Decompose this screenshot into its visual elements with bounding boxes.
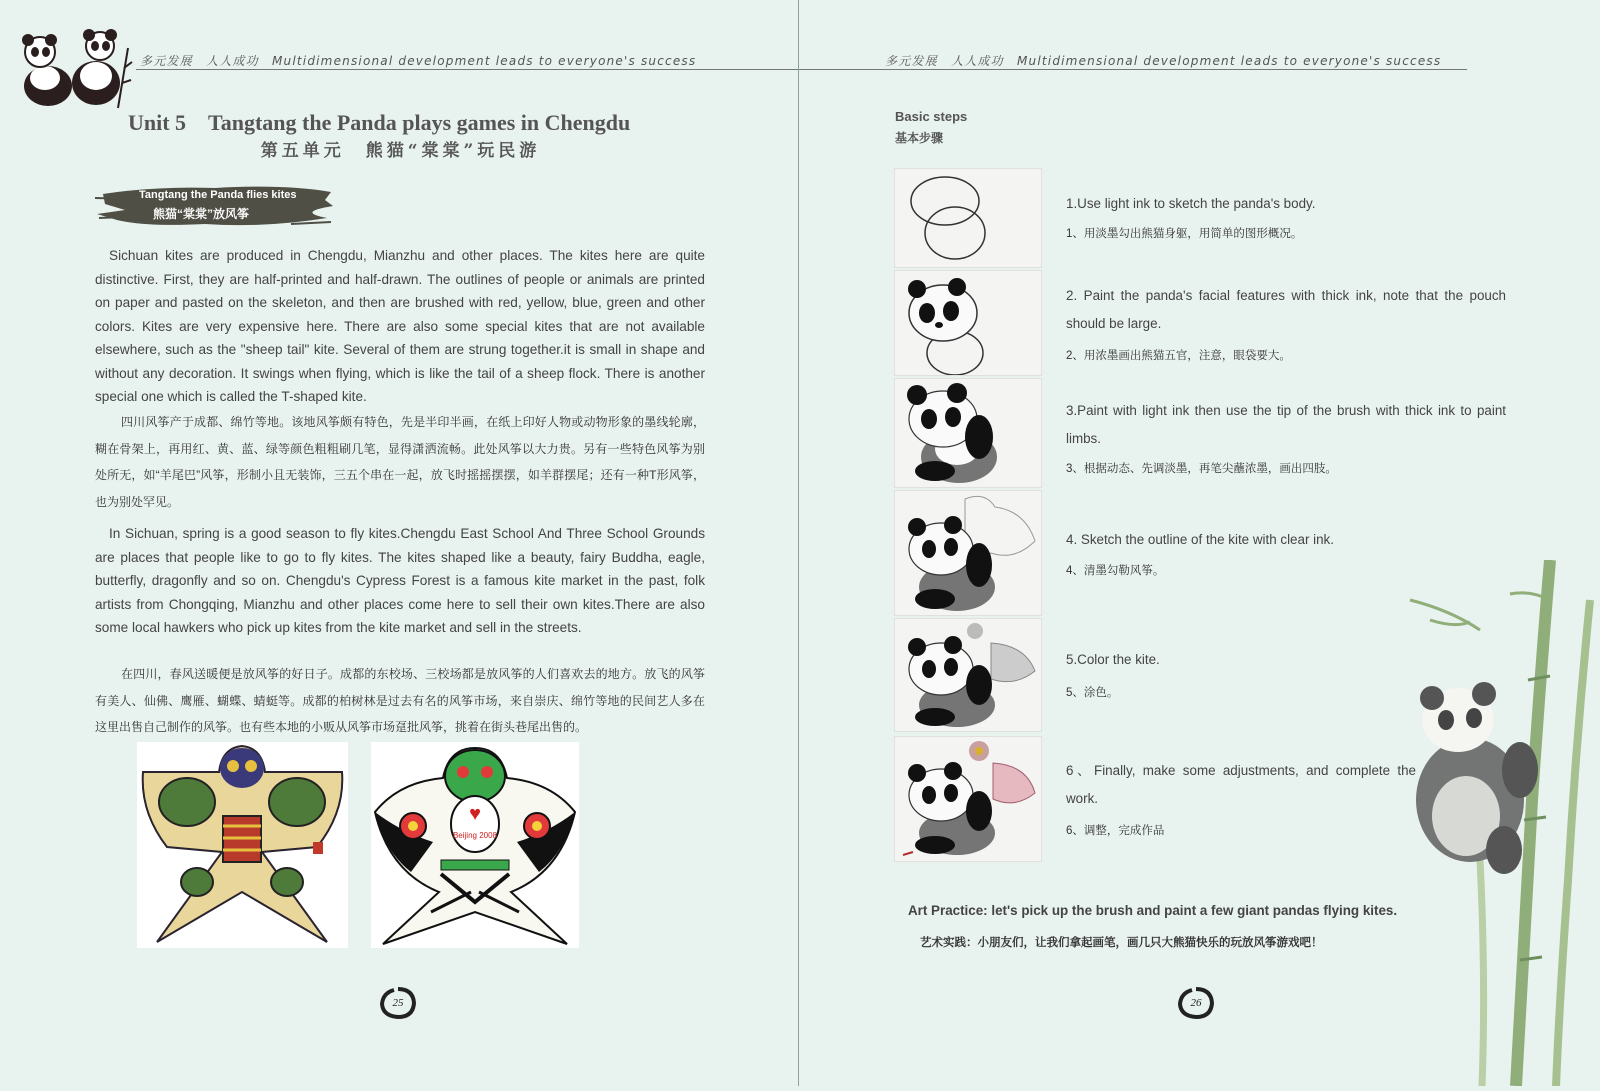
step-3-image [894, 378, 1042, 488]
section-banner [95, 180, 335, 230]
unit-title: Unit 5 Tangtang the Panda plays games in Chengdu [128, 110, 631, 135]
step-4-text-cn: 4、清墨勾勒风筝。 [1066, 565, 1165, 577]
step-2-image [894, 270, 1042, 376]
kite-image-swallow [371, 742, 579, 948]
step-4-text-en: 4. Sketch the outline of the kite with clear ink. [1066, 532, 1334, 547]
header-rule-left [136, 69, 798, 70]
kite-image-butterfly [137, 742, 348, 948]
art-practice-cn: 艺术实践：小朋友们，让我们拿起画笔，画几只大熊猫快乐的玩放风筝游戏吧！ [920, 937, 1323, 949]
kite-logo-text: Beijing 2008 [452, 831, 498, 840]
step-5-text-cn: 5、涂色。 [1066, 687, 1119, 699]
step-1-text-en: 1.Use light ink to sketch the panda's body. [1066, 196, 1316, 211]
bamboo-panda-illustration [1400, 560, 1600, 1086]
paragraph-2-cn: 在四川，春风送暖便是放风筝的好日子。成都的东校场、三校场都是放风筝的人们喜欢去的地方。放飞的风筝有美人、仙佛、鹰雁、蝴蝶、蜻蜓等。成都的柏树林是过去有名的风筝市场，来自崇庆、绵竹等地的民间艺人多在这里出售自己制作的风筝。也有些本地的小贩从风筝市场趸批风筝，挑着在街头巷尾出售的。 [95, 667, 705, 734]
paragraph-2-en: In Sichuan, spring is a good season to fly kites.Chengdu East School And Three School Grounds are places that people like to go to fly kites. The kites shaped like a beauty, fairy Buddha, eagle, butterfly, dragonfly and so on. Chengdu's Cypress Forest is a famous kite market in the past, folk artists from Chongqing, Mianzhu and other places come here to sell their own kites.There are also some local hawkers who pick up kites from the kite market and sell in the streets. [95, 526, 705, 635]
step-6-text-cn: 6、调整，完成作品 [1066, 825, 1165, 837]
paragraph-1-cn: 四川风筝产于成都、绵竹等地。该地风筝颇有特色，先是半印半画，在纸上印好人物或动物形象的墨线轮廓，糊在骨架上，再用红、黄、蓝、绿等颜色粗粗刷几笔，显得潇洒流畅。此处风筝以大力贵。另有一些特色风筝为别处所无，如“羊尾巴”风筝，形制小且无装饰，三五个串在一起，放飞时摇摇摆摆，如羊群摆尾；还有一种T形风筝，也为别处罕见。 [95, 415, 705, 509]
header-slogan-right: 多元发展 人人成功 Multidimensional development leads to everyone's success [885, 54, 1442, 68]
step-6-image [894, 736, 1042, 862]
section-title-cn: 基本步骤 [895, 131, 944, 145]
page-number-right [1177, 986, 1215, 1020]
step-2-text-cn: 2、用浓墨画出熊猫五官，注意，眼袋要大。 [1066, 350, 1291, 362]
step-5-image [894, 618, 1042, 732]
art-practice-en: Art Practice: let's pick up the brush and paint a few giant pandas flying kites. [908, 903, 1398, 918]
panda-logo [10, 28, 135, 110]
section-banner-en: Tangtang the Panda flies kites [139, 189, 297, 201]
page-number-left [379, 986, 417, 1020]
header-rule-right [799, 69, 1467, 70]
page-number-right-text: 26 [1190, 997, 1202, 1009]
step-3-text-cn: 3、根据动态、先调淡墨，再笔尖蘸浓墨，画出四肢。 [1066, 463, 1337, 475]
step-2-text-en: 2. Paint the panda's facial features with thick ink, note that the pouch should be large. [1066, 288, 1506, 331]
step-1-image [894, 168, 1042, 268]
step-1-text-cn: 1、用淡墨勾出熊猫身躯，用简单的图形概况。 [1066, 228, 1303, 240]
page-spine [798, 0, 799, 1086]
step-6-text-en: 6、Finally, make some adjustments, and complete the work. [1066, 763, 1416, 806]
step-5-text-en: 5.Color the kite. [1066, 652, 1160, 667]
step-3-text-en: 3.Paint with light ink then use the tip of the brush with thick ink to paint limbs. [1066, 403, 1506, 446]
section-title-en: Basic steps [895, 109, 968, 124]
svg-text:♥: ♥ [469, 803, 481, 825]
step-4-image [894, 490, 1042, 616]
section-banner-cn: 熊猫“棠棠”放风筝 [153, 207, 250, 221]
unit-subtitle: 第五单元 熊猫“棠棠”玩民游 [260, 141, 541, 161]
page-number-left-text: 25 [392, 997, 404, 1009]
paragraph-1-en: Sichuan kites are produced in Chengdu, Mianzhu and other places. The kites here are quite distinctive. First, they are half-printed and half-drawn. The outlines of people or animals are printed on paper and pasted on the skeleton, and then are brushed with red, yellow, blue, green and other colors. Kites are very expensive here. There are also some special kites that are not available elsewhere, such as the "sheep tail" kite. Several of them are strung together.it is small in shape and without any decoration. It swings when flying, which is like the tail of a sheep flock. There is another special one which is called the T-shaped kite. [95, 248, 705, 404]
header-slogan-left: 多元发展 人人成功 Multidimensional development leads to everyone's success [140, 54, 697, 68]
